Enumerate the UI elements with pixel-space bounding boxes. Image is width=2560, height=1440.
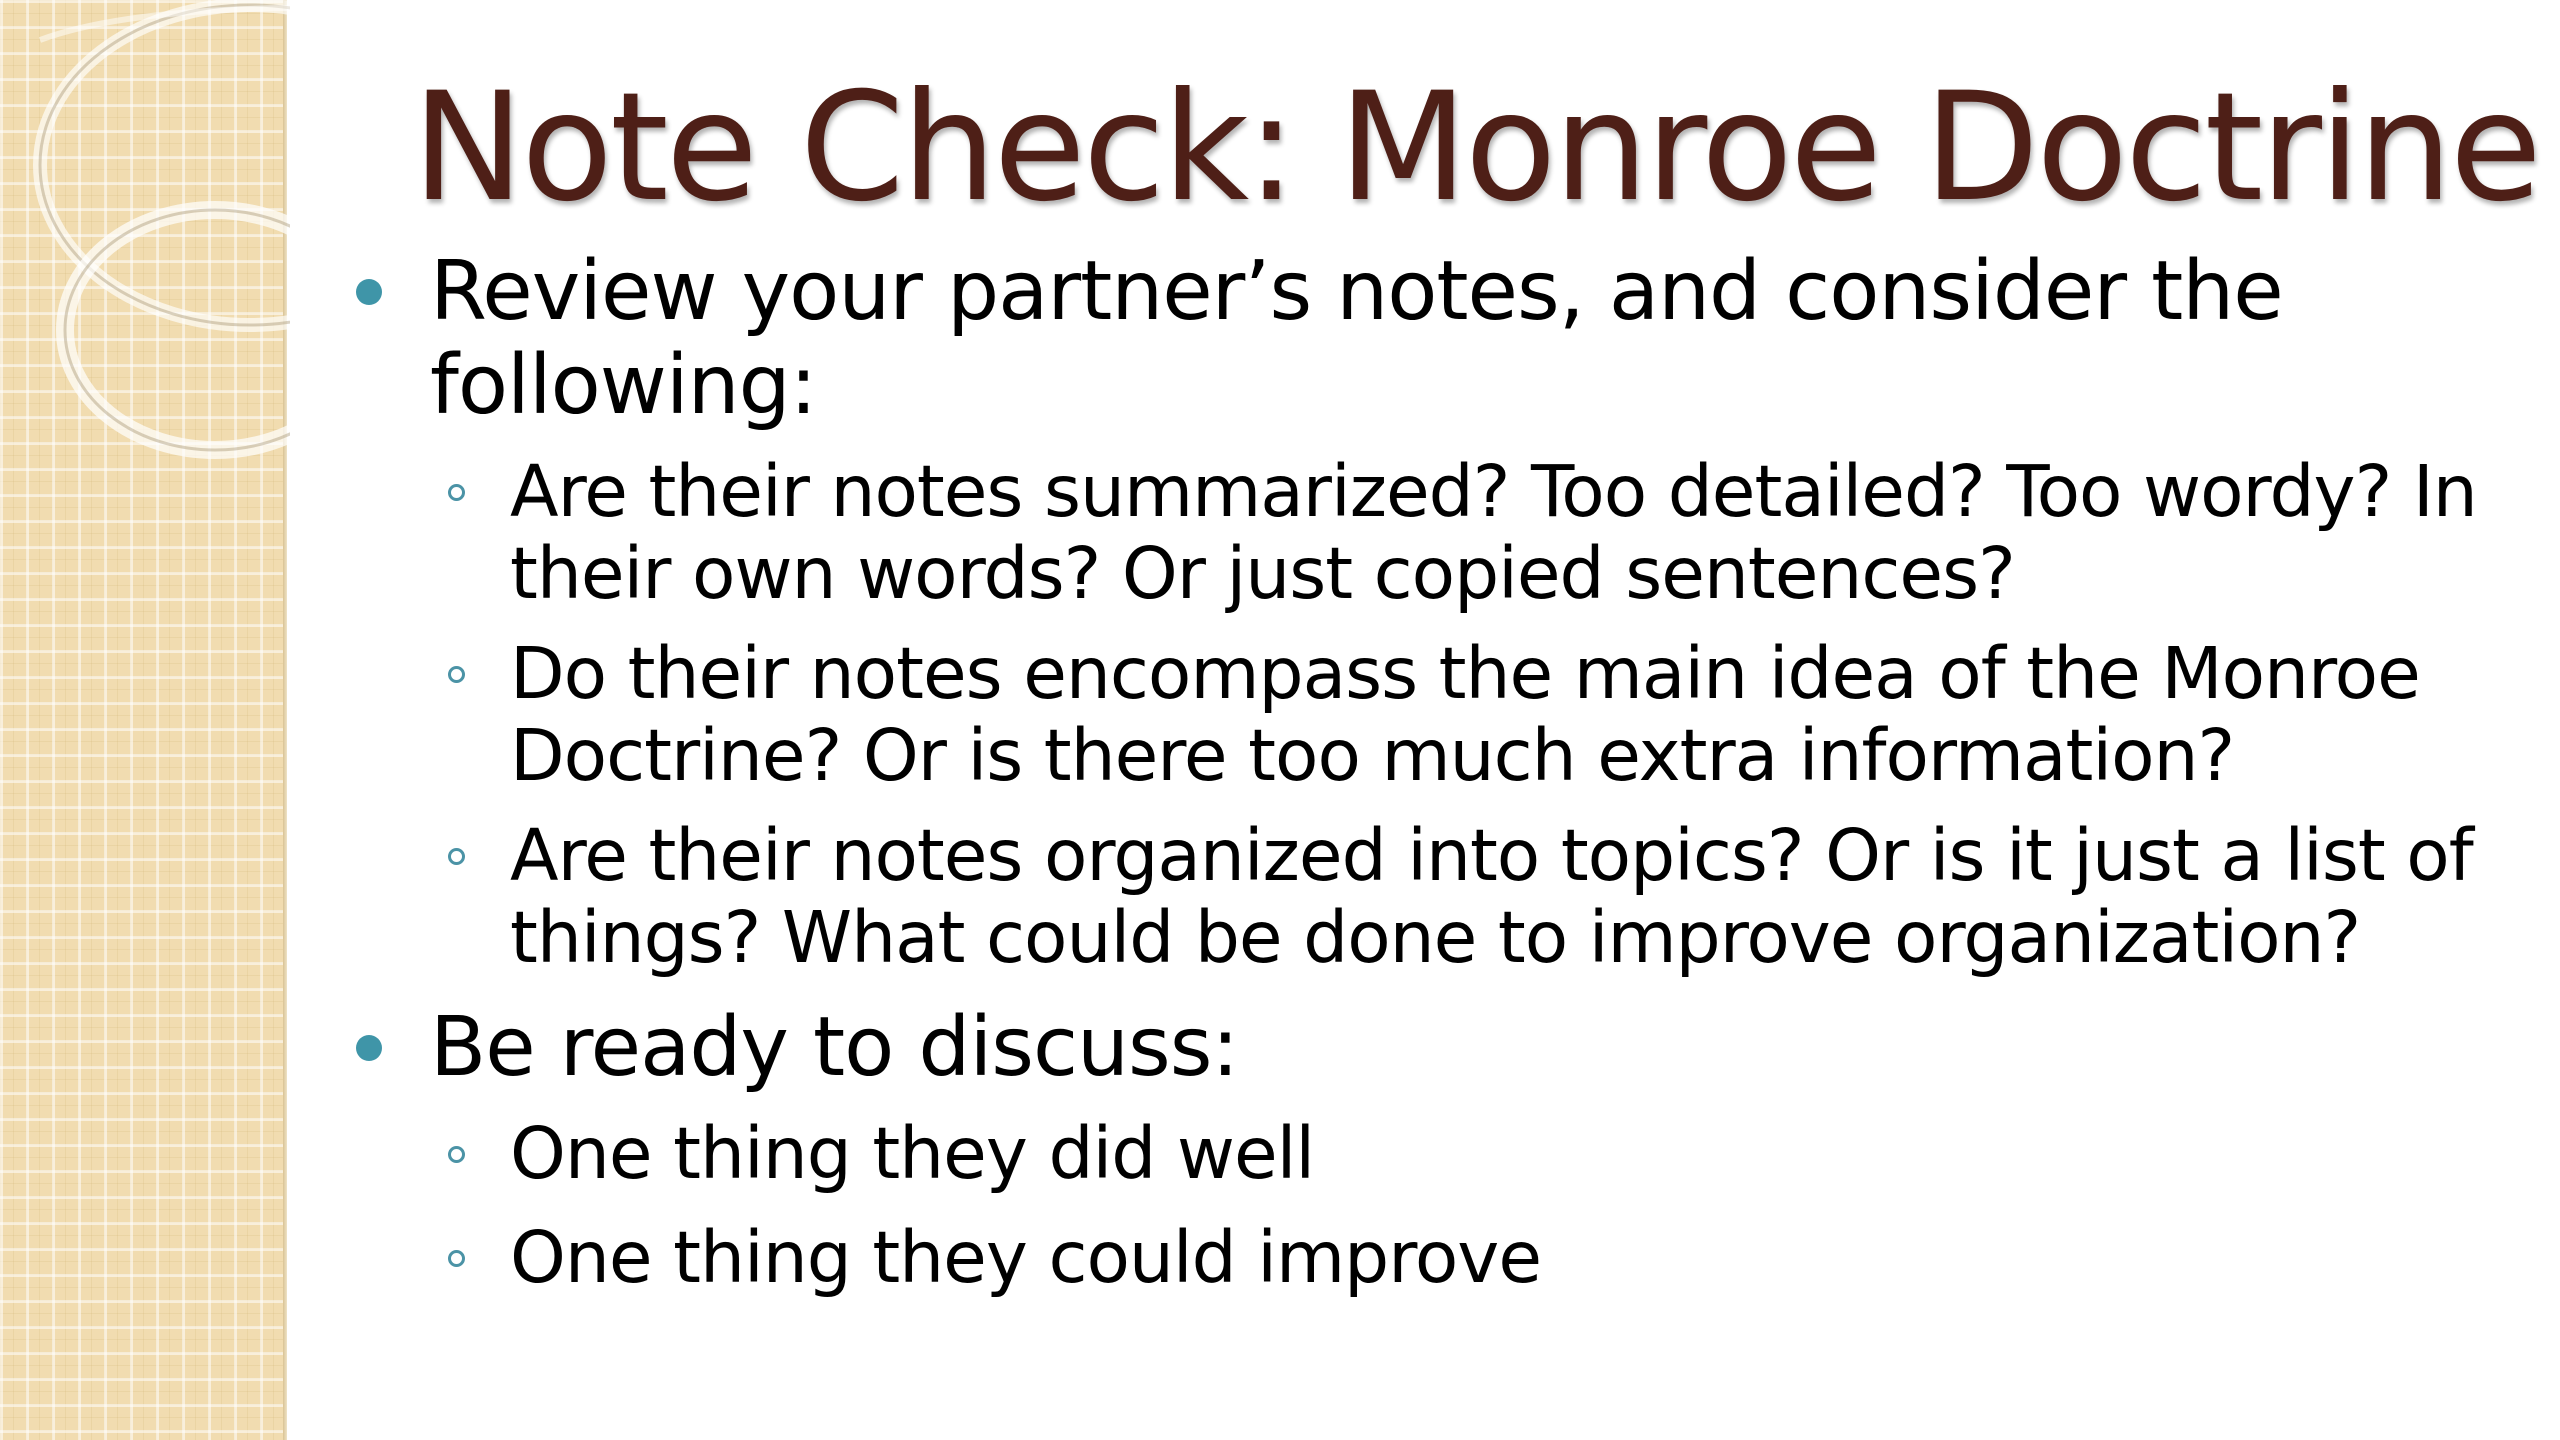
sub-bullet-text: Are their notes summarized? Too detailed? Too wordy? In their own words? Or just copied sentences?	[510, 450, 2477, 615]
sub-bullet-text: One thing they did well	[510, 1112, 1315, 1195]
bullet-text: Review your partner’s notes, and consider the following:	[430, 244, 2283, 433]
filled-circle-bullet-icon	[356, 1035, 382, 1061]
sub-bullet-text: One thing they could improve	[510, 1216, 1542, 1299]
hollow-circle-bullet-icon	[448, 848, 465, 865]
sub-bullet-text: Do their notes encompass the main idea of the Monroe Doctrine? Or is there too much extra information?	[510, 632, 2420, 797]
slide-body	[350, 245, 2530, 1299]
hollow-circle-bullet-icon	[448, 1250, 465, 1267]
sub-bullet-organized	[350, 815, 2530, 979]
decorative-rings	[0, 0, 290, 520]
hollow-circle-bullet-icon	[448, 484, 465, 501]
sub-bullet-main-idea	[350, 633, 2530, 797]
bullet-ready-to-discuss	[350, 1001, 2530, 1095]
bullet-review-notes	[350, 245, 2530, 433]
bullet-text: Be ready to discuss:	[430, 1000, 1239, 1095]
sub-bullet-did-well	[350, 1113, 2530, 1195]
sub-bullet-could-improve	[350, 1217, 2530, 1299]
slide-title: Note Check: Monroe Doctrine	[412, 61, 2540, 235]
rings-graphic	[0, 0, 290, 520]
filled-circle-bullet-icon	[356, 279, 382, 305]
hollow-circle-bullet-icon	[448, 1146, 465, 1163]
hollow-circle-bullet-icon	[448, 666, 465, 683]
sub-bullet-text: Are their notes organized into topics? Or is it just a list of things? What could be done to improve organization?	[510, 814, 2473, 979]
sub-bullet-summarized	[350, 451, 2530, 615]
